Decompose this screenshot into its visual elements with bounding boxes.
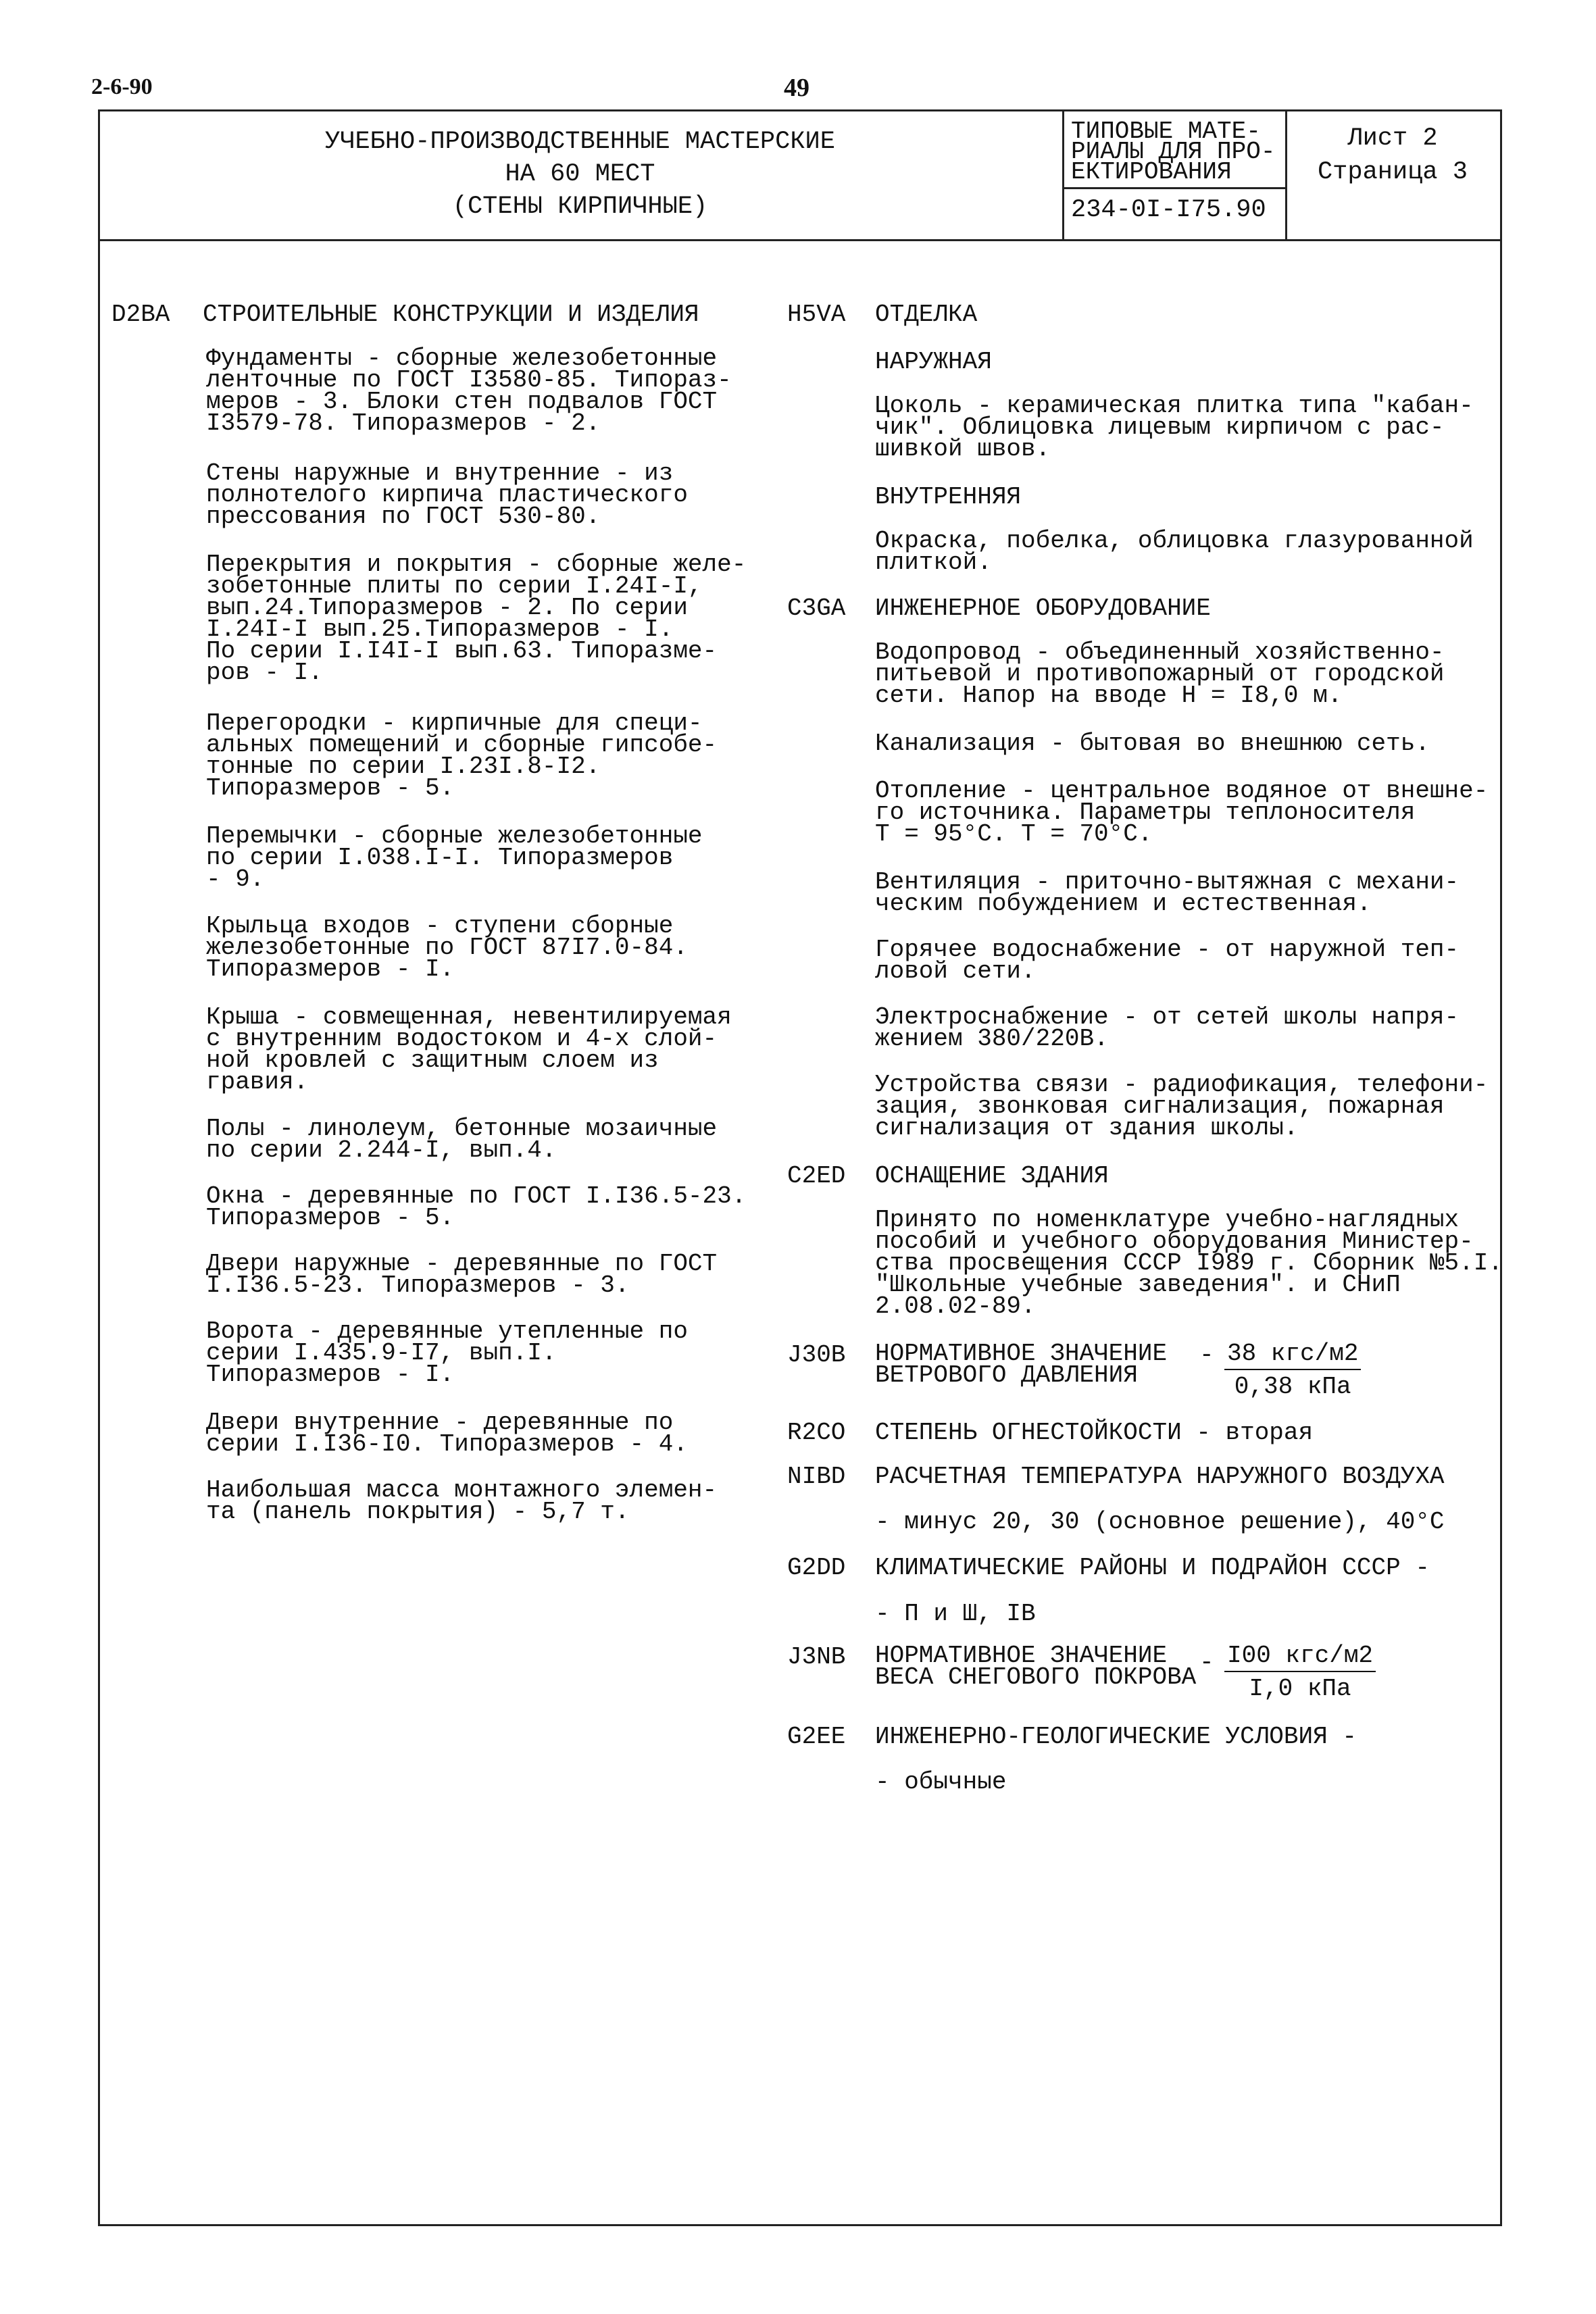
section-code-climate: G2DD (787, 1554, 846, 1582)
snow-dash: - (1199, 1649, 1214, 1676)
finishing-inner-text: Окраска, побелка, облицовка глазурованной плиткой. (875, 527, 1474, 576)
section-title-equipment: ОСНАЩЕНИЕ ЗДАНИЯ (875, 1162, 1109, 1190)
para-inner-doors: Двери внутренние - деревянные по серии I.I36-I0. Типоразмеров - 4. (206, 1409, 688, 1458)
section-code-constructions: D2BA (111, 301, 170, 328)
sheet-number: Лист 2 (1347, 124, 1438, 153)
snow-label: НОРМАТИВНОЕ ЗНАЧЕНИЕ ВЕСА СНЕГОВОГО ПОКРОВА (875, 1642, 1197, 1691)
wind-dash: - (1199, 1341, 1214, 1369)
section-code-snow: J3NB (787, 1643, 846, 1671)
para-heating: Отопление - центральное водяное от внешне- го источника. Параметры теплоносителя Т = 95°С. Т = 70°С. (875, 777, 1489, 848)
para-electricity: Электроснабжение - от сетей школы напря- жением 380/220В. (875, 1003, 1460, 1053)
title-line-2: НА 60 МЕСТ (505, 160, 655, 188)
para-gates: Ворота - деревянные утепленные по серии I.435.9-I7, вып.I. Типоразмеров - I. (206, 1317, 688, 1388)
para-windows: Окна - деревянные по ГОСТ I.I36.5-23. Типоразмеров - 5. (206, 1182, 747, 1232)
para-water-supply: Водопровод - объединенный хозяйственно- питьевой и противопожарный от городской сети. Напор на вводе Н = I8,0 м. (875, 638, 1445, 709)
finishing-inner-label: ВНУТРЕННЯЯ (875, 483, 1022, 511)
para-roof: Крыша - совмещенная, невентилируемая с внутренним водостоком и 4-х слой- ной кровлей с защитным слоем из гравия. (206, 1003, 732, 1096)
document-code: 2-6-90 (91, 74, 153, 99)
title-type-cell (1064, 109, 1287, 239)
wind-value (1224, 1340, 1361, 1401)
title-block (98, 109, 1502, 241)
para-walls: Стены наружные и внутренние - из полнотелого кирпича пластического прессования по ГОСТ 530-80. (206, 459, 688, 530)
title-line-1: УЧЕБНО-ПРОИЗВОДСТВЕННЫЕ МАСТЕРСКИЕ (325, 128, 835, 156)
para-porches: Крыльца входов - ступени сборные железобетонные по ГОСТ 87I7.0-84. Типоразмеров - I. (206, 912, 688, 983)
section-code-fire: R2CO (787, 1419, 846, 1447)
finishing-outer-text: Цоколь - керамическая плитка типа "кабан- чик". Облицовка лицевым кирпичом с рас- шивкой швов. (875, 392, 1474, 463)
para-floors-roofs: Перекрытия и покрытия - сборные желе- зобетонные плиты по серии I.24I-I, вып.24.Типоразмеров - 2. По серии I.24I-I вып.25.Типоразмеров - I. По серии I.I4I-I вып.63. Типоразме- ров - I. (206, 551, 747, 686)
section-title-geology: ИНЖЕНЕРНО-ГЕОЛОГИЧЕСКИЕ УСЛОВИЯ - (875, 1723, 1357, 1751)
section-code-engineering: C3GA (787, 595, 846, 622)
section-code-temperature: NIBD (787, 1463, 846, 1490)
snow-value-denominator: I,0 кПа (1249, 1675, 1351, 1703)
para-communications: Устройства связи - радиофикация, телефони- зация, звонковая сигнализация, пожарная сигнализация от здания школы. (875, 1071, 1489, 1142)
page-number: 49 (784, 74, 809, 102)
para-sewage: Канализация - бытовая во внешнюю сеть. (875, 730, 1430, 757)
wind-label: НОРМАТИВНОЕ ЗНАЧЕНИЕ ВЕТРОВОГО ДАВЛЕНИЯ (875, 1340, 1168, 1389)
para-ventilation: Вентиляция - приточно-вытяжная с механи- ческим побуждением и естественная. (875, 868, 1460, 917)
section-code-wind: J30B (787, 1341, 846, 1369)
geology-value: - обычные (875, 1768, 1007, 1796)
snow-value-numerator: I00 кгс/м2 (1224, 1642, 1376, 1672)
type-label-line-2: РИАЛЫ ДЛЯ ПРО- (1071, 138, 1276, 166)
section-code-geology: G2EE (787, 1723, 846, 1751)
climate-value: - П и Ш, IВ (875, 1600, 1036, 1628)
type-label (1064, 109, 1285, 189)
para-max-mass: Наибольшая масса монтажного элемен- та (панель покрытия) - 5,7 т. (206, 1476, 718, 1526)
para-floors: Полы - линолеум, бетонные мозаичные по серии 2.244-I, вып.4. (206, 1115, 718, 1164)
wind-value-denominator: 0,38 кПа (1234, 1373, 1351, 1401)
snow-value (1224, 1642, 1376, 1703)
title-main (98, 109, 1064, 239)
para-partitions: Перегородки - кирпичные для специ- альных помещений и сборные гипсобе- тонные по серии I.23I.8-I2. Типоразмеров - 5. (206, 709, 718, 802)
wind-value-numerator: 38 кгс/м2 (1224, 1340, 1361, 1370)
section-title-temperature: РАСЧЕТНАЯ ТЕМПЕРАТУРА НАРУЖНОГО ВОЗДУХА (875, 1463, 1445, 1490)
para-foundations: Фундаменты - сборные железобетонные ленточные по ГОСТ I3580-85. Типораз- меров - 3. Блоки стен подвалов ГОСТ I3579-78. Типоразмеров - 2. (206, 345, 732, 437)
page-label: Страница 3 (1317, 158, 1468, 186)
para-outer-doors: Двери наружные - деревянные по ГОСТ I.I36.5-23. Типоразмеров - 3. (206, 1250, 718, 1299)
fire-resistance: СТЕПЕНЬ ОГНЕСТОЙКОСТИ - вторая (875, 1419, 1314, 1447)
section-code-equipment: C2ED (787, 1162, 846, 1190)
section-title-engineering: ИНЖЕНЕРНОЕ ОБОРУДОВАНИЕ (875, 595, 1211, 622)
section-code-finishing: H5VA (787, 301, 846, 328)
section-title-climate: КЛИМАТИЧЕСКИЕ РАЙОНЫ И ПОДРАЙОН СССР - (875, 1554, 1430, 1582)
section-title-constructions: СТРОИТЕЛЬНЫЕ КОНСТРУКЦИИ И ИЗДЕЛИЯ (203, 301, 699, 328)
para-lintels: Перемычки - сборные железобетонные по серии I.038.I-I. Типоразмеров - 9. (206, 822, 703, 893)
type-label-line-1: ТИПОВЫЕ МАТЕ- (1071, 118, 1261, 145)
para-equipment: Принято по номенклатуре учебно-наглядных пособий и учебного оборудования Министер- ства просвещения СССР I989 г. Сборник №5.I. "Школьные учебные заведения". и СНиП 2.08.02-89. (875, 1206, 1503, 1320)
para-hot-water: Горячее водоснабжение - от наружной теп- ловой сети. (875, 936, 1460, 985)
sheet-info (1287, 109, 1498, 239)
type-label-line-3: ЕКТИРОВАНИЯ (1071, 158, 1232, 186)
section-title-finishing: ОТДЕЛКА (875, 301, 978, 328)
title-line-3: (СТЕНЫ КИРПИЧНЫЕ) (452, 193, 708, 221)
type-code: 234-0I-I75.90 (1071, 196, 1266, 224)
temperature-value: - минус 20, 30 (основное решение), 40°С (875, 1508, 1445, 1536)
finishing-outer-label: НАРУЖНАЯ (875, 348, 992, 376)
